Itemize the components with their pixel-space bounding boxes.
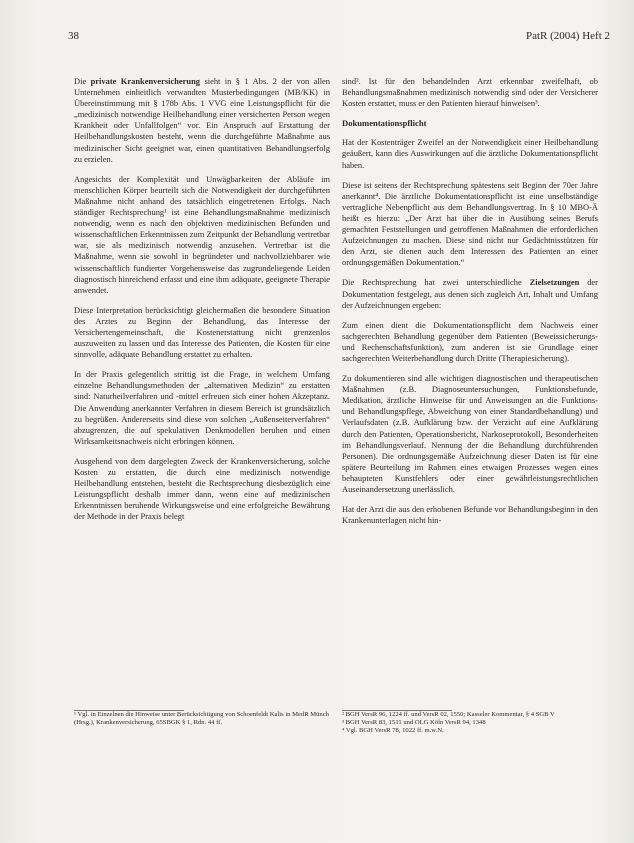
journal-reference: PatR (2004) Heft 2 [525,30,610,42]
paragraph-text: sieht in § 1 Abs. 2 der von allen Unternehmen einheitlich verwandten Musterbedingungen (MB/KK) in Übereinstimmung mit § 178b Abs. 1 VVG eine Leistungspflicht für die „medizinisch notwendige Heilbehandlung einer versicherten Person wegen Krankheit oder Unfallfolgen“ vor. Ein Anspruch auf Erstattung der Heilbehandlungskosten besteht, wenn die durchgeführte Maßnahme aus medizinischer Sicht geeignet war, einen quantitativen Behandlungserfolg zu erzielen. [74,76,330,164]
paragraph-objectives [342,277,598,310]
paragraph: Angesichts der Komplexität und Unwägbarkeiten der Abläufe im menschlichen Körper beurteilt sich die Notwendigkeit der durchgeführten Maßnahme nicht anhand des tatsächlich eingetretenen Erfolgs. Nach ständiger Rechtsprechung¹ ist eine Behandlungsmaßnahme medizinisch notwendig, wenn es nach den objektiven medizinischen Befunden und wissenschaftlichen Erkenntnissen zum Zeitpunkt der Behandlung vertretbar war, sie als medizinisch notwendig anzusehen. Vertretbar ist die Maßnahme, wenn sie sowohl in begründeter und nachvollziehbarer wie wissenschaftlich fundierter Vorgehensweise das zugrundeliegende Leiden diagnostisch hinreichend erfasst und eine ihm adäquate, geeignete Therapie anwendet. [74,173,330,295]
page-number: 38 [68,30,79,42]
footnote-3: ³ BGH VersR 83, 1511 und OLG Köln VersR 94, 1348 [342,719,486,727]
paragraph: Ausgehend von dem dargelegten Zweck der Krankenversicherung, solche Kosten zu erstatten, die durch eine medizinisch notwendige Heilbehandlung entstehen, besteht die Rechtsprechung diesbezüglich eine Leistungspflicht deshalb immer dann, wenn eine auf medizinischen Erkenntnissen beruhende Wirkungsweise und eine erfolgreiche Bewährung der Methode in der Praxis belegt [74,455,330,522]
paragraph: Diese Interpretation berücksichtigt gleichermaßen die besondere Situation des Arztes zu Beginn der Behandlung, das Interesse der Versichertengemeinschaft, die Kostenerstattung nicht grenzenlos auszuweiten zu lassen und das Interesse des Patienten, die Kosten für eine sinnvolle, adäquate Behandlung erstattet zu erhalten. [74,304,330,360]
bold-term: Zielsetzungen [529,277,580,288]
paragraph-private-insurance [74,76,330,165]
right-column [342,76,598,735]
footnote-4: ⁴ Vgl. BGH VersR 78, 1022 ff. m.w.N. [342,727,444,735]
paragraph-text: Die Rechtsprechung hat zwei unterschiedliche [342,277,530,288]
paragraph: Hat der Kostenträger Zweifel an der Notwendigkeit einer Heilbehandlung geäußert, kann dies Auswirkungen auf die ärztliche Dokumentationspflicht haben. [342,137,598,170]
paragraph: Hat der Arzt die aus den erhobenen Befunde vor Behandlungsbeginn in den Krankenunterlagen nicht hin- [342,504,598,526]
paragraph: Zu dokumentieren sind alle wichtigen diagnostischen und therapeutischen Maßnahmen (z.B. Diagnoseuntersuchungen, Funktionsbefunde, Medikation, ärztliche Hinweise für und Anweisungen an die Funktions- und Behandlungspflege, Abweichung von einer Standardbehandlung) und Verlaufsdaten (z.B. Aufklärung bzw. der Verzicht auf eine Aufklärung durch den Patienten, Operationsbericht, Narkoseprotokoll, Besonderheiten im Behandlungsverlauf. Nennung der die Behandlung durchführenden Personen). Die ordnungsgemäße Aufzeichnung dieser Daten ist für eine spätere Beurteilung im Rahmen eines etwaigen Prozesses wegen eines behaupteten Kunstfehlers oder einer gewährleistungsrechtlichen Auseinandersetzung unerlässlich. [342,373,598,494]
paragraph: Diese ist seitens der Rechtsprechung spätestens seit Beginn der 70er Jahre anerkannt⁴. Die ärztliche Dokumentationspflicht ist eine unselbständige vertragliche Nebenpflicht aus dem Behandlungsvertrag. In § 10 MBO-Ä heißt es hierzu: „Der Arzt hat über die in Ausübung seines Berufs gemachten Feststellungen und getroffenen Maßnahmen die erforderlichen Aufzeichnungen zu machen. Diese sind nicht nur Gedächtnisstützen für den Arzt, sie dienen auch dem Interessen des Patienten an einer ordnungsgemäßen Dokumentation.“ [342,179,598,268]
footnotes-left [74,710,330,727]
bold-term: private Krankenversicherung [90,76,201,86]
footnotes-right [342,710,598,736]
section-heading: Dokumentationspflicht [342,118,427,129]
footnote-1: ¹ Vgl. in Einzelnen die Hinweise unter Berücksichtigung von Schoenfeldt Kalis in MedR Münch (Hrsg.), Krankenversicherung, 65SBGK § 1, Rdn. 44 ff. [74,711,329,727]
paragraph-text: Die [74,76,91,86]
footnote-2: ² BGH VersR 96, 1224 ff. und VersR 02, 1550; Kasseler Kommentar, § 4 SGB V [342,711,555,718]
paragraph: In der Praxis gelegentlich strittig ist die Frage, in welchem Umfang einzelne Behandlungsmethoden der „alternativen Medizin“ zu erstatten sind: Naturheilverfahren und -mittel erfreuen sich einer hohen Akzeptanz. Die Anwendung anerkannter Verfahren in diesem Bereich ist grundsätzlich zu begrüßen. Andererseits sind diese von solchen „Außenseiterverfahren“ abzugrenzen, die auf spekulativen Denkmodellen beruhen und einen Wirksamkeitsnachweis nicht erbringen können. [74,369,330,446]
paragraph: sind². Ist für den behandelnden Arzt erkennbar zweifelhaft, ob Behandlungsmaßnahmen medizinisch notwendig sind oder der Versicherer Kosten erstattet, muss er den Patienten hierauf hinweisen³. [342,76,598,109]
paragraph: Zum einen dient die Dokumentationspflicht dem Nachweis einer sachgerechten Behandlung gegenüber dem Patienten (Beweissicherungs- und Rechenschaftsfunktion), zum anderen ist sie Grundlage einer sachgerechten Weiterbehandlung durch Dritte (Therapiesicherung). [342,319,598,363]
paragraph-text: der Dokumentation festgelegt, aus denen sich zugleich Art, Inhalt und Umfang der Aufzeichnungen ergeben: [342,277,598,310]
left-column [74,76,330,727]
